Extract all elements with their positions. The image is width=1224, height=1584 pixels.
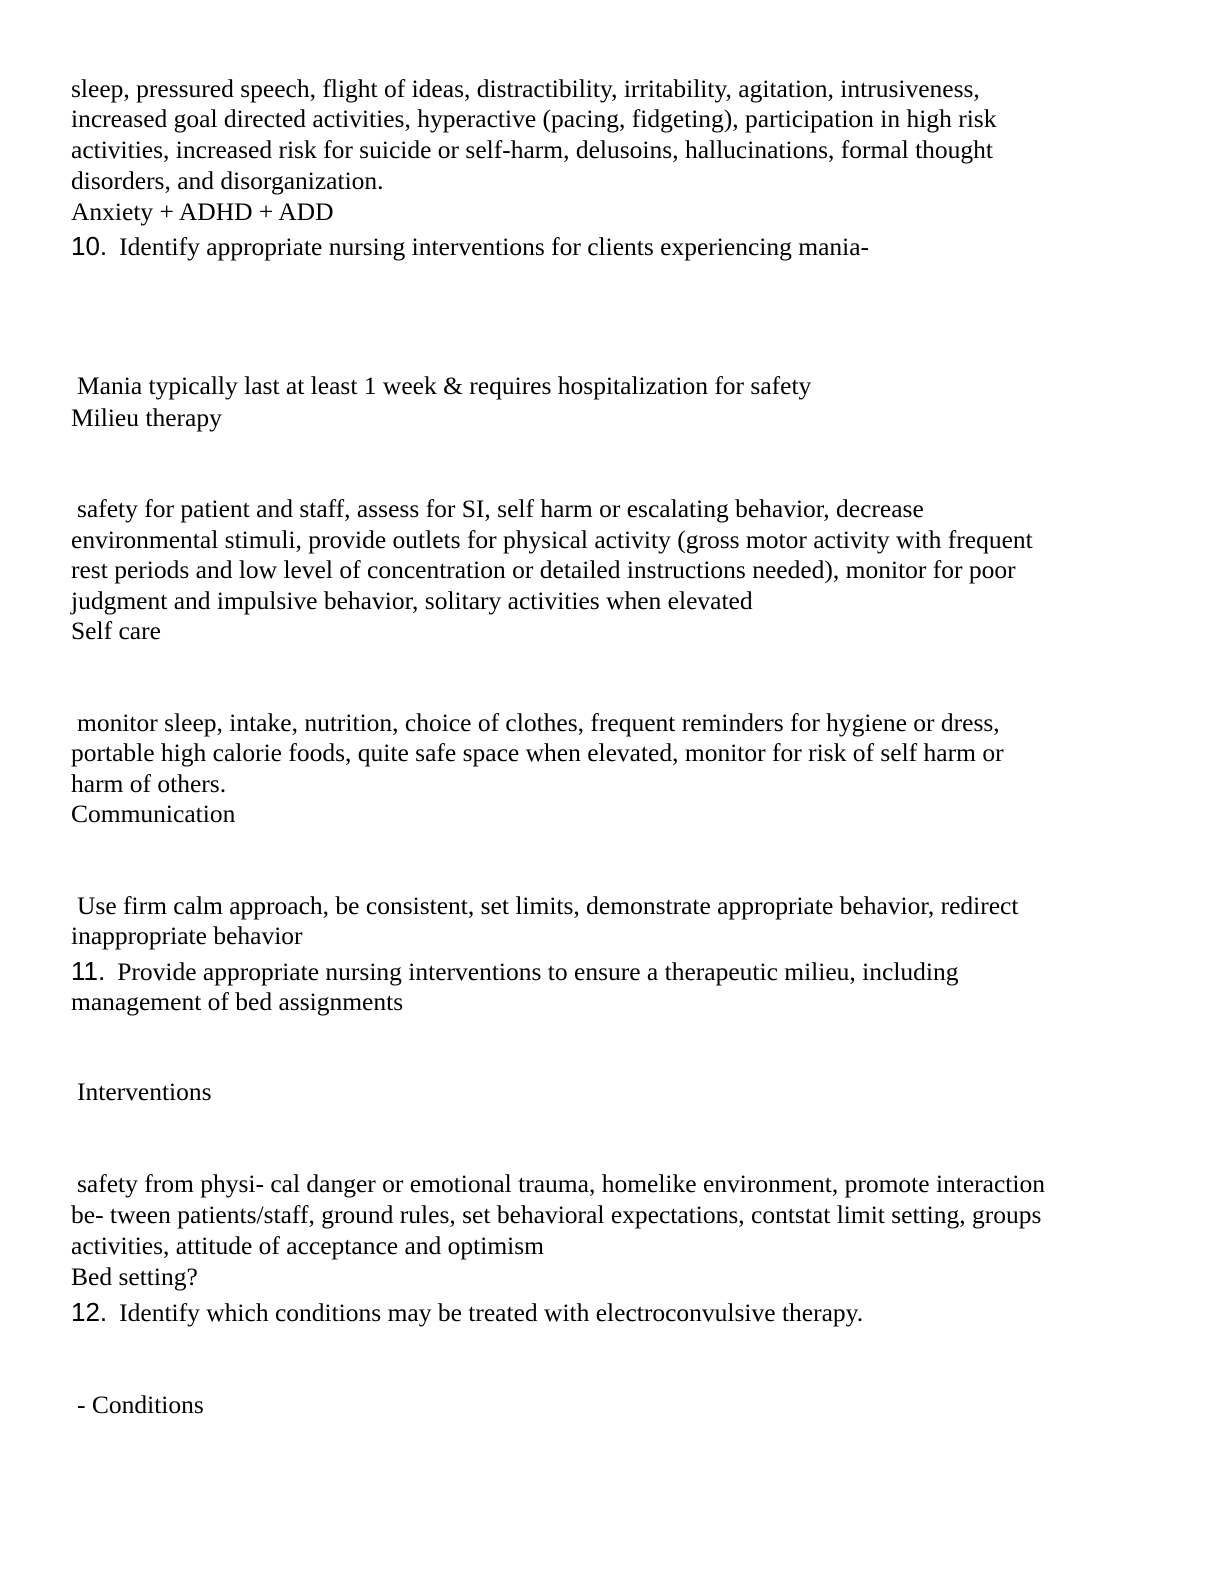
- continuation-line-2: increased goal directed activities, hyperactive (pacing, fidgeting), participation in high risk: [71, 104, 997, 133]
- interventions-body-line-1: safety from physi- cal danger or emotional trauma, homelike environment, promote interaction: [77, 1169, 1045, 1198]
- interventions-body-line-2: be- tween patients/staff, ground rules, set behavioral expectations, contstat limit setting, groups: [71, 1200, 1042, 1229]
- milieu-body-line-2: environmental stimuli, provide outlets for physical activity (gross motor activity with frequent: [71, 525, 1033, 554]
- question-10-text: Identify appropriate nursing interventions for clients experiencing mania-: [119, 232, 870, 261]
- communication-heading: Communication: [71, 799, 236, 828]
- continuation-line-4: disorders, and disorganization.: [71, 166, 384, 195]
- question-12-text: Identify which conditions may be treated with electroconvulsive therapy.: [119, 1298, 864, 1327]
- interventions-body-line-3: activities, attitude of acceptance and optimism: [71, 1231, 544, 1260]
- question-12: [71, 1297, 863, 1328]
- question-11-number: 11.: [71, 956, 106, 986]
- selfcare-body-line-2: portable high calorie foods, quite safe space when elevated, monitor for risk of self harm or: [71, 738, 1004, 767]
- selfcare-body-line-1: monitor sleep, intake, nutrition, choice of clothes, frequent reminders for hygiene or dress,: [77, 708, 1000, 737]
- continuation-line-1: sleep, pressured speech, flight of ideas, distractibility, irritability, agitation, intrusiveness,: [71, 74, 980, 103]
- continuation-line-3: activities, increased risk for suicide or self-harm, delusoins, hallucinations, formal thought: [71, 135, 994, 164]
- question-10: [71, 231, 869, 262]
- question-12-number: 12.: [71, 1297, 108, 1327]
- conditions-line: - Conditions: [77, 1390, 204, 1419]
- milieu-body-line-4: judgment and impulsive behavior, solitary activities when elevated: [71, 586, 753, 615]
- communication-body-line-2: inappropriate behavior: [71, 921, 303, 950]
- question-11-text-line-2: management of bed assignments: [71, 987, 404, 1016]
- question-11: [71, 956, 959, 987]
- milieu-body-line-1: safety for patient and staff, assess for SI, self harm or escalating behavior, decrease: [77, 494, 924, 523]
- question-10-number: 10.: [71, 231, 108, 261]
- milieu-body-line-3: rest periods and low level of concentration or detailed instructions needed), monitor for poor: [71, 555, 1016, 584]
- communication-body-line-1: Use firm calm approach, be consistent, set limits, demonstrate appropriate behavior, redirect: [77, 891, 1019, 920]
- mania-line: Mania typically last at least 1 week & requires hospitalization for safety: [77, 371, 812, 400]
- milieu-heading: Milieu therapy: [71, 403, 222, 432]
- selfcare-body-line-3: harm of others.: [71, 769, 227, 798]
- question-11-text-line-1: Provide appropriate nursing interventions to ensure a therapeutic milieu, including: [117, 957, 959, 986]
- bed-setting-line: Bed setting?: [71, 1262, 198, 1291]
- anxiety-line: Anxiety + ADHD + ADD: [71, 197, 334, 226]
- selfcare-heading: Self care: [71, 616, 161, 645]
- interventions-heading: Interventions: [77, 1077, 212, 1106]
